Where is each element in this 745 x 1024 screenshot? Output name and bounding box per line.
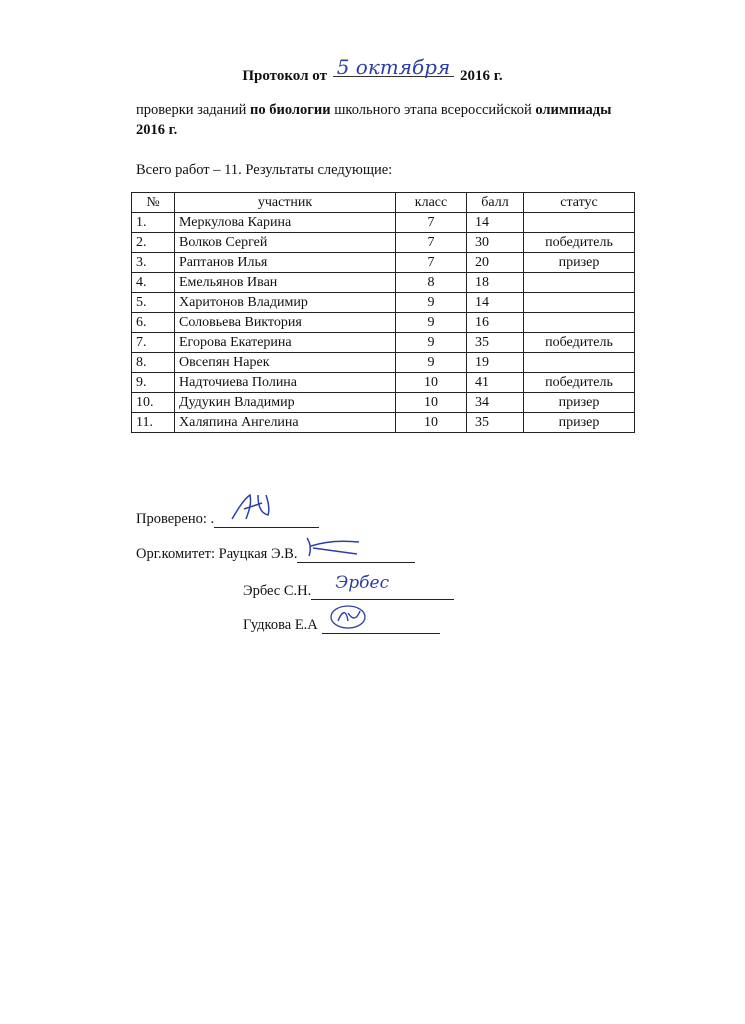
member2-line — [243, 573, 454, 600]
committee-signature — [303, 534, 363, 560]
committee-label: Орг.комитет: Рауцкая Э.В. — [136, 546, 298, 562]
cell-score: 41 — [467, 373, 524, 393]
header-participant: участник — [175, 193, 396, 213]
cell-name: Овсепян Нарек — [175, 353, 396, 373]
table-row — [132, 333, 635, 353]
cell-class: 7 — [396, 213, 467, 233]
table-header-row — [132, 193, 635, 213]
cell-status — [524, 273, 635, 293]
cell-status: призер — [524, 393, 635, 413]
cell-score: 34 — [467, 393, 524, 413]
table-row — [132, 273, 635, 293]
cell-score: 20 — [467, 253, 524, 273]
cell-score: 14 — [467, 213, 524, 233]
table-row — [132, 293, 635, 313]
cell-num: 2. — [132, 233, 175, 253]
cell-class: 9 — [396, 293, 467, 313]
cell-status — [524, 353, 635, 373]
cell-status — [524, 293, 635, 313]
checked-line — [136, 510, 319, 528]
cell-name: Раптанов Илья — [175, 253, 396, 273]
cell-num: 8. — [132, 353, 175, 373]
cell-num: 11. — [132, 413, 175, 433]
table-row — [132, 393, 635, 413]
cell-status — [524, 213, 635, 233]
cell-class: 10 — [396, 393, 467, 413]
intro-subject: по биологии — [250, 102, 331, 118]
results-table — [131, 192, 635, 433]
cell-name: Волков Сергей — [175, 233, 396, 253]
cell-name: Емельянов Иван — [175, 273, 396, 293]
title-suffix: 2016 г. — [459, 68, 503, 84]
cell-class: 8 — [396, 273, 467, 293]
table-row — [132, 313, 635, 333]
member3-label: Гудкова Е.А — [243, 617, 318, 633]
member2-signature: Эрбес — [335, 573, 390, 593]
intro-part2: школьного этапа всероссийской — [330, 102, 536, 118]
cell-class: 7 — [396, 253, 467, 273]
cell-num: 10. — [132, 393, 175, 413]
table-row — [132, 373, 635, 393]
table-row — [132, 233, 635, 253]
committee-line — [136, 545, 415, 563]
table-row — [132, 253, 635, 273]
handwritten-date: 5 октября — [333, 58, 455, 77]
cell-status: победитель — [524, 333, 635, 353]
cell-name: Надточиева Полина — [175, 373, 396, 393]
cell-status: призер — [524, 413, 635, 433]
intro-year: 2016 г. — [136, 122, 178, 138]
cell-score: 35 — [467, 333, 524, 353]
cell-score: 18 — [467, 273, 524, 293]
cell-num: 6. — [132, 313, 175, 333]
cell-num: 4. — [132, 273, 175, 293]
cell-status: победитель — [524, 233, 635, 253]
cell-num: 3. — [132, 253, 175, 273]
table-row — [132, 413, 635, 433]
cell-status — [524, 313, 635, 333]
cell-score: 16 — [467, 313, 524, 333]
cell-name: Соловьева Виктория — [175, 313, 396, 333]
cell-class: 10 — [396, 373, 467, 393]
cell-score: 14 — [467, 293, 524, 313]
cell-name: Егорова Екатерина — [175, 333, 396, 353]
header-score: балл — [467, 193, 524, 213]
intro-olympiad: олимпиады — [535, 102, 612, 118]
member3-signature — [326, 599, 370, 633]
cell-num: 7. — [132, 333, 175, 353]
cell-status: победитель — [524, 373, 635, 393]
cell-num: 9. — [132, 373, 175, 393]
table-row — [132, 213, 635, 233]
committee-signature-line — [297, 548, 415, 563]
header-status: статус — [524, 193, 635, 213]
cell-name: Халяпина Ангелина — [175, 413, 396, 433]
checked-signature — [228, 491, 274, 525]
checked-signature-line — [214, 513, 319, 528]
cell-name: Дудукин Владимир — [175, 393, 396, 413]
protocol-title — [0, 55, 745, 85]
cell-class: 9 — [396, 353, 467, 373]
member2-signature-line — [311, 573, 454, 600]
cell-num: 1. — [132, 213, 175, 233]
cell-score: 30 — [467, 233, 524, 253]
total-line: Всего работ – 11. Результаты следующие: — [136, 162, 393, 178]
intro-paragraph — [136, 100, 706, 140]
cell-score: 35 — [467, 413, 524, 433]
cell-num: 5. — [132, 293, 175, 313]
member2-label: Эрбес С.Н. — [243, 583, 312, 599]
cell-score: 19 — [467, 353, 524, 373]
cell-status: призер — [524, 253, 635, 273]
cell-name: Меркулова Карина — [175, 213, 396, 233]
member3-line — [243, 616, 440, 634]
checked-label: Проверено: . — [136, 511, 215, 527]
title-prefix: Протокол от — [242, 68, 327, 84]
cell-class: 7 — [396, 233, 467, 253]
intro-part1: проверки заданий — [136, 102, 251, 118]
cell-class: 9 — [396, 333, 467, 353]
header-num: № — [132, 193, 175, 213]
member3-signature-line — [322, 619, 440, 634]
header-class: класс — [396, 193, 467, 213]
table-row — [132, 353, 635, 373]
cell-class: 9 — [396, 313, 467, 333]
cell-class: 10 — [396, 413, 467, 433]
cell-name: Харитонов Владимир — [175, 293, 396, 313]
